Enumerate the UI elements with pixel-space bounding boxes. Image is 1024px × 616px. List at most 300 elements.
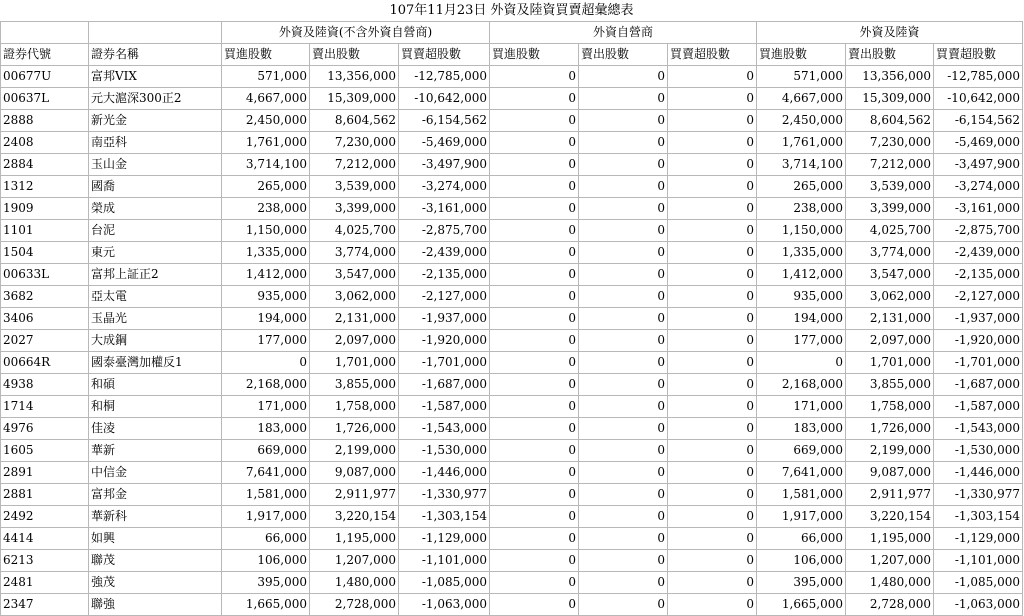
share-count-cell: 66,000 [222, 528, 310, 550]
security-name-cell: 元大滬深300正2 [89, 88, 222, 110]
table-row [1, 198, 1023, 220]
share-count-cell: -2,439,000 [399, 242, 490, 264]
share-count-cell: 0 [668, 264, 757, 286]
security-code-cell: 2891 [1, 462, 89, 484]
table-row [1, 308, 1023, 330]
share-count-cell: -2,875,700 [934, 220, 1023, 242]
share-count-cell: 2,168,000 [757, 374, 846, 396]
security-code-cell: 00633L [1, 264, 89, 286]
column-header: 買賣超股數 [399, 44, 490, 66]
share-count-cell: -6,154,562 [934, 110, 1023, 132]
share-count-cell: 7,230,000 [846, 132, 934, 154]
table-row [1, 66, 1023, 88]
table-row [1, 154, 1023, 176]
share-count-cell: -1,530,000 [399, 440, 490, 462]
share-count-cell: 3,062,000 [310, 286, 399, 308]
share-count-cell: 1,917,000 [222, 506, 310, 528]
security-name-cell: 華新科 [89, 506, 222, 528]
share-count-cell: 2,450,000 [222, 110, 310, 132]
share-count-cell: 0 [668, 88, 757, 110]
share-count-cell: 0 [490, 264, 579, 286]
share-count-cell: 9,087,000 [846, 462, 934, 484]
security-name-cell: 華新 [89, 440, 222, 462]
share-count-cell: -1,446,000 [399, 462, 490, 484]
table-row [1, 88, 1023, 110]
security-name-cell: 中信金 [89, 462, 222, 484]
share-count-cell: 0 [668, 198, 757, 220]
share-count-cell: 177,000 [757, 330, 846, 352]
share-count-cell: -1,687,000 [934, 374, 1023, 396]
share-count-cell: 0 [579, 462, 668, 484]
share-count-cell: 0 [490, 528, 579, 550]
share-count-cell: 106,000 [222, 550, 310, 572]
share-count-cell: -3,497,900 [399, 154, 490, 176]
share-count-cell: 1,761,000 [222, 132, 310, 154]
security-code-cell: 2881 [1, 484, 89, 506]
security-name-cell: 和碩 [89, 374, 222, 396]
security-code-cell: 1714 [1, 396, 89, 418]
share-count-cell: 0 [668, 308, 757, 330]
share-count-cell: -1,085,000 [934, 572, 1023, 594]
share-count-cell: 15,309,000 [846, 88, 934, 110]
share-count-cell: 0 [490, 550, 579, 572]
security-name-cell: 台泥 [89, 220, 222, 242]
security-name-cell: 國喬 [89, 176, 222, 198]
table-row [1, 330, 1023, 352]
security-code-cell: 4414 [1, 528, 89, 550]
share-count-cell: 0 [579, 154, 668, 176]
share-count-cell: 0 [579, 528, 668, 550]
security-code-cell: 1909 [1, 198, 89, 220]
security-name-cell: 聯茂 [89, 550, 222, 572]
share-count-cell: 0 [579, 506, 668, 528]
share-count-cell: -1,330,977 [399, 484, 490, 506]
share-count-cell: 0 [579, 550, 668, 572]
share-count-cell: 3,714,100 [222, 154, 310, 176]
share-count-cell: 0 [579, 484, 668, 506]
share-count-cell: 8,604,562 [310, 110, 399, 132]
share-count-cell: -2,127,000 [399, 286, 490, 308]
share-count-cell: 0 [668, 242, 757, 264]
table-title: 107年11月23日 外資及陸資買賣超彙總表 [389, 3, 634, 18]
share-count-cell: 0 [579, 132, 668, 154]
share-count-cell: 0 [579, 594, 668, 616]
share-count-cell: -1,129,000 [399, 528, 490, 550]
table-row [1, 594, 1023, 616]
share-count-cell: 1,581,000 [757, 484, 846, 506]
share-count-cell: 1,207,000 [846, 550, 934, 572]
security-code-cell: 2492 [1, 506, 89, 528]
security-code-cell: 2408 [1, 132, 89, 154]
share-count-cell: 1,701,000 [846, 352, 934, 374]
share-count-cell: 2,097,000 [310, 330, 399, 352]
table-row [1, 550, 1023, 572]
table-row [1, 484, 1023, 506]
share-count-cell: 265,000 [757, 176, 846, 198]
security-name-cell: 東元 [89, 242, 222, 264]
share-count-cell: -5,469,000 [934, 132, 1023, 154]
share-count-cell: 0 [668, 528, 757, 550]
share-count-cell: 0 [490, 132, 579, 154]
security-name-cell: 玉山金 [89, 154, 222, 176]
column-header-row [1, 44, 1023, 66]
column-header: 證券代號 [1, 44, 89, 66]
share-count-cell: 0 [490, 198, 579, 220]
share-count-cell: 0 [490, 594, 579, 616]
security-code-cell: 1101 [1, 220, 89, 242]
table-row [1, 110, 1023, 132]
share-count-cell: 0 [490, 330, 579, 352]
security-name-cell: 亞太電 [89, 286, 222, 308]
share-count-cell: 571,000 [222, 66, 310, 88]
share-count-cell: 0 [668, 286, 757, 308]
security-code-cell: 2884 [1, 154, 89, 176]
table-row [1, 220, 1023, 242]
group-header: 外資自營商 [490, 22, 757, 44]
column-header: 買賣超股數 [668, 44, 757, 66]
share-count-cell: -1,687,000 [399, 374, 490, 396]
table-row [1, 176, 1023, 198]
share-count-cell: 0 [579, 264, 668, 286]
table-row [1, 572, 1023, 594]
security-name-cell: 大成鋼 [89, 330, 222, 352]
share-count-cell: 0 [668, 110, 757, 132]
group-header: 外資及陸資 [757, 22, 1023, 44]
column-header: 賣出股數 [579, 44, 668, 66]
share-count-cell: 171,000 [757, 396, 846, 418]
share-count-cell: 0 [490, 110, 579, 132]
share-count-cell: -3,497,900 [934, 154, 1023, 176]
share-count-cell: 4,667,000 [757, 88, 846, 110]
share-count-cell: 2,131,000 [310, 308, 399, 330]
column-header: 賣出股數 [846, 44, 934, 66]
table-row [1, 440, 1023, 462]
share-count-cell: -3,161,000 [399, 198, 490, 220]
share-count-cell: -2,135,000 [399, 264, 490, 286]
share-count-cell: 1,335,000 [757, 242, 846, 264]
share-count-cell: 0 [579, 176, 668, 198]
share-count-cell: 0 [668, 66, 757, 88]
share-count-cell: 935,000 [222, 286, 310, 308]
security-name-cell: 新光金 [89, 110, 222, 132]
share-count-cell: 0 [668, 462, 757, 484]
share-count-cell: 0 [579, 440, 668, 462]
share-count-cell: 1,665,000 [757, 594, 846, 616]
share-count-cell: 106,000 [757, 550, 846, 572]
share-count-cell: 7,212,000 [310, 154, 399, 176]
share-count-cell: 0 [490, 176, 579, 198]
blank-cell [89, 22, 222, 44]
share-count-cell: 0 [579, 66, 668, 88]
share-count-cell: 2,911,977 [846, 484, 934, 506]
security-name-cell: 強茂 [89, 572, 222, 594]
share-count-cell: 7,230,000 [310, 132, 399, 154]
table-row [1, 528, 1023, 550]
share-count-cell: 0 [490, 220, 579, 242]
share-count-cell: -1,303,154 [399, 506, 490, 528]
column-header: 賣出股數 [310, 44, 399, 66]
share-count-cell: 669,000 [757, 440, 846, 462]
share-count-cell: 1,701,000 [310, 352, 399, 374]
share-count-cell: 0 [579, 374, 668, 396]
table-row [1, 132, 1023, 154]
share-count-cell: 0 [668, 330, 757, 352]
share-count-cell: 3,062,000 [846, 286, 934, 308]
share-count-cell: -3,274,000 [399, 176, 490, 198]
share-count-cell: 3,539,000 [310, 176, 399, 198]
security-name-cell: 玉晶光 [89, 308, 222, 330]
share-count-cell: 4,025,700 [310, 220, 399, 242]
share-count-cell: -1,920,000 [934, 330, 1023, 352]
share-count-cell: 3,547,000 [310, 264, 399, 286]
share-count-cell: 0 [668, 440, 757, 462]
share-count-cell: 1,195,000 [310, 528, 399, 550]
share-count-cell: 0 [490, 154, 579, 176]
share-count-cell: 2,911,977 [310, 484, 399, 506]
share-count-cell: 171,000 [222, 396, 310, 418]
security-code-cell: 2027 [1, 330, 89, 352]
share-count-cell: 1,150,000 [757, 220, 846, 242]
share-count-cell: -12,785,000 [934, 66, 1023, 88]
share-count-cell: 7,641,000 [757, 462, 846, 484]
share-count-cell: 1,480,000 [310, 572, 399, 594]
share-count-cell: -1,063,000 [399, 594, 490, 616]
share-count-cell: 0 [668, 550, 757, 572]
share-count-cell: 0 [668, 484, 757, 506]
share-count-cell: 1,917,000 [757, 506, 846, 528]
share-count-cell: 3,774,000 [310, 242, 399, 264]
share-count-cell: 3,855,000 [846, 374, 934, 396]
share-count-cell: 4,025,700 [846, 220, 934, 242]
security-name-cell: 和桐 [89, 396, 222, 418]
security-code-cell: 1312 [1, 176, 89, 198]
share-count-cell: -3,161,000 [934, 198, 1023, 220]
share-count-cell: 669,000 [222, 440, 310, 462]
share-count-cell: -1,920,000 [399, 330, 490, 352]
share-count-cell: 3,399,000 [310, 198, 399, 220]
share-count-cell: 0 [668, 506, 757, 528]
share-count-cell: 2,728,000 [310, 594, 399, 616]
security-code-cell: 3682 [1, 286, 89, 308]
table-row [1, 264, 1023, 286]
share-count-cell: -1,937,000 [934, 308, 1023, 330]
share-count-cell: 7,212,000 [846, 154, 934, 176]
share-count-cell: 3,220,154 [846, 506, 934, 528]
share-count-cell: 0 [668, 154, 757, 176]
share-count-cell: 0 [668, 352, 757, 374]
group-header: 外資及陸資(不含外資自營商) [222, 22, 490, 44]
share-count-cell: -1,587,000 [399, 396, 490, 418]
share-count-cell: 0 [668, 594, 757, 616]
share-count-cell: 2,728,000 [846, 594, 934, 616]
security-name-cell: 聯強 [89, 594, 222, 616]
share-count-cell: 0 [579, 286, 668, 308]
share-count-cell: 395,000 [757, 572, 846, 594]
share-count-cell: 571,000 [757, 66, 846, 88]
security-code-cell: 1504 [1, 242, 89, 264]
share-count-cell: 0 [579, 242, 668, 264]
share-count-cell: 265,000 [222, 176, 310, 198]
share-count-cell: 0 [490, 418, 579, 440]
share-count-cell: 0 [222, 352, 310, 374]
share-count-cell: 0 [668, 396, 757, 418]
share-count-cell: 1,412,000 [222, 264, 310, 286]
share-count-cell: 177,000 [222, 330, 310, 352]
share-count-cell: -10,642,000 [934, 88, 1023, 110]
share-count-cell: 2,097,000 [846, 330, 934, 352]
security-code-cell: 2481 [1, 572, 89, 594]
share-count-cell: -1,543,000 [399, 418, 490, 440]
share-count-cell: 1,412,000 [757, 264, 846, 286]
share-count-cell: 1,758,000 [846, 396, 934, 418]
security-code-cell: 00637L [1, 88, 89, 110]
share-count-cell: -1,129,000 [934, 528, 1023, 550]
share-count-cell: 7,641,000 [222, 462, 310, 484]
share-count-cell: 238,000 [222, 198, 310, 220]
share-count-cell: -10,642,000 [399, 88, 490, 110]
share-count-cell: 2,450,000 [757, 110, 846, 132]
share-count-cell: 3,399,000 [846, 198, 934, 220]
share-count-cell: 0 [490, 462, 579, 484]
blank-cell [1, 22, 89, 44]
share-count-cell: 1,150,000 [222, 220, 310, 242]
share-count-cell: 4,667,000 [222, 88, 310, 110]
security-name-cell: 榮成 [89, 198, 222, 220]
share-count-cell: 3,539,000 [846, 176, 934, 198]
share-count-cell: 1,758,000 [310, 396, 399, 418]
security-code-cell: 00664R [1, 352, 89, 374]
share-count-cell: 0 [490, 572, 579, 594]
security-name-cell: 如興 [89, 528, 222, 550]
share-count-cell: -12,785,000 [399, 66, 490, 88]
security-code-cell: 1605 [1, 440, 89, 462]
share-count-cell: 3,855,000 [310, 374, 399, 396]
share-count-cell: 0 [490, 506, 579, 528]
table-row [1, 418, 1023, 440]
share-count-cell: -6,154,562 [399, 110, 490, 132]
share-count-cell: 0 [490, 440, 579, 462]
security-code-cell: 2347 [1, 594, 89, 616]
share-count-cell: 8,604,562 [846, 110, 934, 132]
security-name-cell: 富邦金 [89, 484, 222, 506]
share-count-cell: -1,587,000 [934, 396, 1023, 418]
share-count-cell: 0 [757, 352, 846, 374]
share-count-cell: -1,101,000 [934, 550, 1023, 572]
column-header: 買進股數 [757, 44, 846, 66]
group-header-row [1, 22, 1023, 44]
share-count-cell: -2,439,000 [934, 242, 1023, 264]
share-count-cell: 9,087,000 [310, 462, 399, 484]
share-count-cell: 0 [490, 396, 579, 418]
share-count-cell: 0 [490, 242, 579, 264]
security-name-cell: 富邦上証正2 [89, 264, 222, 286]
share-count-cell: -1,101,000 [399, 550, 490, 572]
share-count-cell: 1,726,000 [846, 418, 934, 440]
share-count-cell: 0 [668, 132, 757, 154]
share-count-cell: 238,000 [757, 198, 846, 220]
share-count-cell: -1,530,000 [934, 440, 1023, 462]
share-count-cell: 66,000 [757, 528, 846, 550]
security-name-cell: 國泰臺灣加權反1 [89, 352, 222, 374]
share-count-cell: -1,937,000 [399, 308, 490, 330]
share-count-cell: 1,726,000 [310, 418, 399, 440]
share-count-cell: -1,701,000 [934, 352, 1023, 374]
table-row [1, 374, 1023, 396]
share-count-cell: -1,085,000 [399, 572, 490, 594]
share-count-cell: 3,714,100 [757, 154, 846, 176]
share-count-cell: 1,335,000 [222, 242, 310, 264]
share-count-cell: -2,127,000 [934, 286, 1023, 308]
share-count-cell: 0 [579, 572, 668, 594]
share-count-cell: -1,063,000 [934, 594, 1023, 616]
share-count-cell: 13,356,000 [846, 66, 934, 88]
share-count-cell: 0 [668, 374, 757, 396]
share-count-cell: 0 [490, 352, 579, 374]
share-count-cell: 2,199,000 [846, 440, 934, 462]
share-count-cell: 1,195,000 [846, 528, 934, 550]
column-header: 買賣超股數 [934, 44, 1023, 66]
table-row [1, 286, 1023, 308]
share-count-cell: 1,761,000 [757, 132, 846, 154]
share-count-cell: 0 [579, 198, 668, 220]
share-count-cell: 1,207,000 [310, 550, 399, 572]
share-count-cell: 395,000 [222, 572, 310, 594]
table-row [1, 352, 1023, 374]
column-header: 買進股數 [490, 44, 579, 66]
share-count-cell: 194,000 [222, 308, 310, 330]
share-count-cell: 15,309,000 [310, 88, 399, 110]
share-count-cell: -2,875,700 [399, 220, 490, 242]
share-count-cell: -3,274,000 [934, 176, 1023, 198]
share-count-cell: 194,000 [757, 308, 846, 330]
share-count-cell: 0 [579, 330, 668, 352]
share-count-cell: 0 [490, 308, 579, 330]
security-code-cell: 3406 [1, 308, 89, 330]
share-count-cell: 0 [579, 396, 668, 418]
share-count-cell: 0 [579, 220, 668, 242]
share-count-cell: 2,168,000 [222, 374, 310, 396]
security-code-cell: 2888 [1, 110, 89, 132]
share-count-cell: -1,446,000 [934, 462, 1023, 484]
share-count-cell: 3,774,000 [846, 242, 934, 264]
share-count-cell: 935,000 [757, 286, 846, 308]
share-count-cell: 3,547,000 [846, 264, 934, 286]
share-count-cell: 0 [668, 418, 757, 440]
share-count-cell: -5,469,000 [399, 132, 490, 154]
share-count-cell: 0 [579, 352, 668, 374]
share-count-cell: 1,665,000 [222, 594, 310, 616]
share-count-cell: 0 [579, 418, 668, 440]
share-count-cell: -1,701,000 [399, 352, 490, 374]
table-row [1, 462, 1023, 484]
column-header: 買進股數 [222, 44, 310, 66]
share-count-cell: 0 [490, 374, 579, 396]
share-count-cell: -2,135,000 [934, 264, 1023, 286]
table-row [1, 506, 1023, 528]
share-count-cell: 0 [668, 176, 757, 198]
security-code-cell: 4938 [1, 374, 89, 396]
security-name-cell: 佳凌 [89, 418, 222, 440]
security-code-cell: 00677U [1, 66, 89, 88]
share-count-cell: 1,581,000 [222, 484, 310, 506]
share-count-cell: -1,303,154 [934, 506, 1023, 528]
security-code-cell: 6213 [1, 550, 89, 572]
share-count-cell: 183,000 [757, 418, 846, 440]
share-count-cell: 0 [668, 572, 757, 594]
share-count-cell: 0 [579, 308, 668, 330]
share-count-cell: 1,480,000 [846, 572, 934, 594]
share-count-cell: 3,220,154 [310, 506, 399, 528]
